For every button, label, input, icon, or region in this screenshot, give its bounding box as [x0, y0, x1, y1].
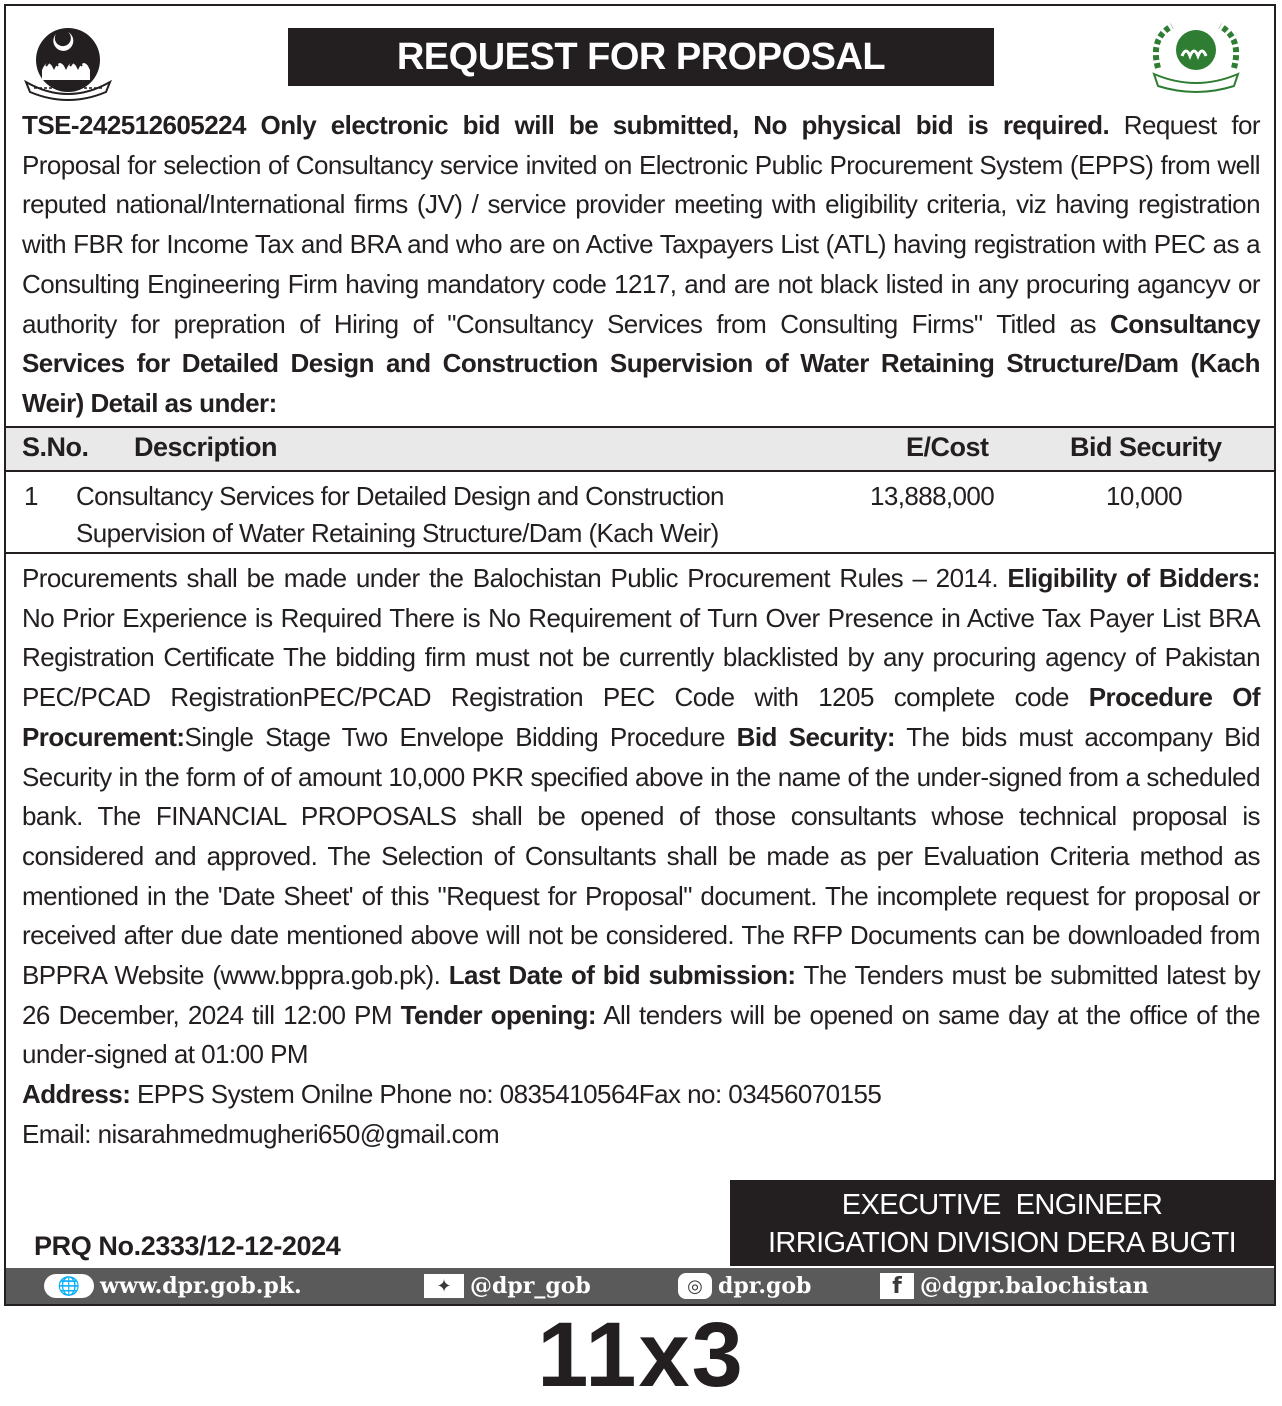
rules-text: Procurements shall be made under the Balochistan Public Procurement Rules – 2014.	[22, 563, 1008, 593]
header-ecost: E/Cost	[906, 432, 989, 462]
last-date-text: The Tenders must be submitted latest by 26 December, 2024 till 12:00 PM	[22, 960, 1261, 1030]
opening-label: Tender opening:	[400, 999, 596, 1030]
address-value: EPPS System Onilne Phone no: 0835410564Fax no: 03456070155	[130, 1079, 882, 1110]
header-bid-security: Bid Security	[1070, 432, 1222, 462]
facebook-icon: f	[880, 1273, 914, 1299]
signoff-box	[730, 1180, 1274, 1266]
table-row	[6, 472, 1274, 554]
footer-facebook[interactable]	[880, 1268, 1149, 1304]
procedure-text: Single Stage Two Envelope Bidding Procedure	[184, 721, 737, 752]
bid-security-text: The bids must accompany Bid Security in the form of of amount 10,000 PKR specified above in the name of the under-signed from a scheduled bank. The FINANCIAL PROPOSALS shall be opened of those consultants whose technical proposal is considered and approved. The Selection of Consultants shall be made as per Evaluation Criteria method as mentioned in the 'Date Sheet' of this "Request for Proposal" document. The incomplete request for proposal or received after due date mentioned above will not be considered. The RFP Documents can be downloaded from BPPRA Website (www.bppra.gob.pk).	[22, 721, 1261, 991]
intro-paragraph	[22, 106, 1260, 424]
bid-security-label: Bid Security:	[736, 721, 895, 752]
footer-instagram[interactable]	[678, 1268, 811, 1304]
opening-text: All tenders will be opened on same day at the office of the under-signed at 01:00 PM	[22, 999, 1261, 1070]
cell-description-line2: Supervision of Water Retaining Structure/Dam (Kach Weir)	[76, 518, 719, 548]
eligibility-text: No Prior Experience is Required There is No Requirement of Turn Over Presence in Active Tax Payer List BRA Registration Certificate The bidding firm must not be currently blacklisted by any procuring agency of Pakistan PEC/PCAD RegistrationPEC/PCAD Registration PEC Code with 1205 complete code	[22, 602, 1260, 713]
globe-icon: 🌐	[44, 1274, 94, 1298]
header-description: Description	[134, 432, 278, 462]
footer-twitter-text: @dpr_gob	[470, 1273, 591, 1299]
footer-twitter[interactable]	[424, 1268, 591, 1304]
signoff-office: IRRIGATION DIVISION DERA BUGTI	[767, 1227, 1237, 1259]
footer-instagram-text: dpr.gob	[718, 1273, 812, 1299]
cell-description-line1: Consultancy Services for Detailed Design and Construction	[76, 481, 724, 511]
footer-web[interactable]	[44, 1268, 302, 1304]
header-sno: S.No.	[22, 432, 89, 462]
prq-number: PRQ No.2333/12-12-2024	[34, 1231, 341, 1261]
footer-facebook-text: @dgpr.balochistan	[920, 1273, 1149, 1299]
details-paragraph	[22, 559, 1260, 1155]
balochistan-govt-emblem-icon	[20, 20, 116, 104]
cell-ecost: 13,888,000	[870, 481, 995, 511]
ad-size-label: 11x3	[537, 1304, 745, 1406]
table-header	[6, 426, 1274, 472]
footer-web-text: www.dpr.gob.pk.	[100, 1273, 302, 1299]
tender-table	[6, 426, 1274, 554]
intro-body: Request for Proposal for selection of Consultancy service invited on Electronic Public Procurement System (EPPS) from well reputed national/International firms (JV) / service provider meeting with eligibility criteria, viz having registration with FBR for Income Tax and BRA and who are on Active Taxpayers List (ATL) having registration with PEC as a Consulting Engineering Firm having mandatory code 1217, and are not black listed in any procuring agancyv or authority for prepration of Hiring of "Consultancy Services from Consulting Firms" Titled as	[22, 110, 1261, 339]
cell-sno: 1	[24, 481, 38, 511]
last-date-label: Last Date of bid submission:	[448, 960, 796, 991]
tender-reference: TSE-242512605224 Only electronic bid will be submitted, No physical bid is required.	[22, 110, 1110, 140]
twitter-icon: ✦	[424, 1274, 464, 1298]
address-label: Address:	[22, 1079, 131, 1110]
instagram-icon: ◎	[678, 1273, 712, 1299]
signoff-title: EXECUTIVE ENGINEER	[841, 1189, 1163, 1221]
cell-bid-security: 10,000	[1106, 481, 1182, 511]
project-title: Consultancy Services for Detailed Design and Construction Supervision of Water Retaining Structure/Dam (Kach Weir) Detail as under:	[22, 308, 1260, 418]
social-links-strip	[6, 1268, 1274, 1304]
procedure-label: Procedure Of Procurement:	[22, 682, 1261, 752]
email-text: Email: nisarahmedmugheri650@gmail.com	[22, 1118, 500, 1149]
page-title: REQUEST FOR PROPOSAL	[288, 28, 994, 86]
advertisement-frame	[4, 4, 1276, 1306]
dpr-balochistan-emblem-icon	[1148, 18, 1244, 94]
eligibility-label: Eligibility of Bidders:	[1007, 563, 1260, 593]
